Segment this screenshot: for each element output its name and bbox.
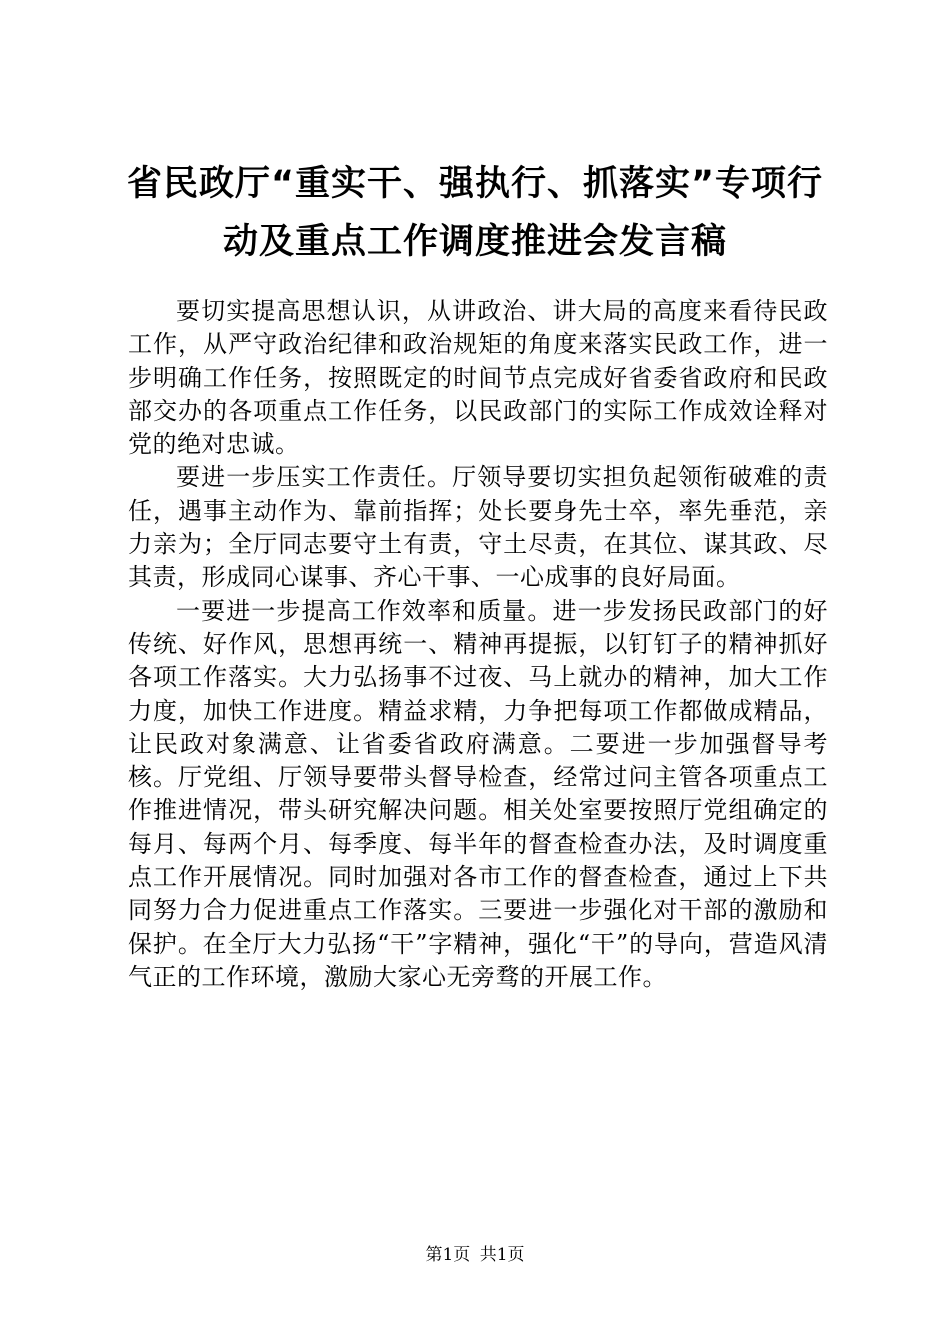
paragraph-1: 要切实提高思想认识，从讲政治、讲大局的高度来看待民政工作，从严守政治纪律和政治规矩的角度来落实民政工作，进一步明确工作任务，按照既定的时间节点完成好省委省政府和民政部交办的各项重点工作任务，以民政部门的实际工作成效诠释对党的绝对忠诚。 [128,297,828,459]
paragraph-2: 要进一步压实工作责任。厅领导要切实担负起领衔破难的责任，遇事主动作为、靠前指挥；处长要身先士卒，率先垂范，亲力亲为；全厅同志要守土有责，守土尽责，在其位、谋其政、尽其责，形成同心谋事、齐心干事、一心成事的良好局面。 [128,463,828,592]
document-title-line-2: 动及重点工作调度推进会发言稿 [222,222,727,262]
document-title-line-1: 省民政厅“重实干、强执行、抓落实”专项行 [126,164,823,204]
paragraph-3: 一要进一步提高工作效率和质量。进一步发扬民政部门的好传统、好作风，思想再统一、精神再提振，以钉钉子的精神抓好各项工作落实。大力弘扬事不过夜、马上就办的精神，加大工作力度，加快工作进度。精益求精，力争把每项工作都做成精品，让民政对象满意、让省委省政府满意。二要进一步加强督导考核。厅党组、厅领导要带头督导检查，经常过问主管各项重点工作推进情况，带头研究解决问题。相关处室要按照厅党组确定的每月、每两个月、每季度、每半年的督查检查办法，及时调度重点工作开展情况。同时加强对各市工作的督查检查，通过上下共同努力合力促进重点工作落实。三要进一步强化对干部的激励和保护。在全厅大力弘扬“干”字精神，强化“干”的导向，营造风清气正的工作环境，激励大家心无旁骛的开展工作。 [128,596,828,991]
page-footer [0,1244,950,1266]
page-number-total: 共1页 [479,1245,525,1265]
page-number-current: 第1页 [425,1245,471,1265]
document-body [128,295,828,994]
